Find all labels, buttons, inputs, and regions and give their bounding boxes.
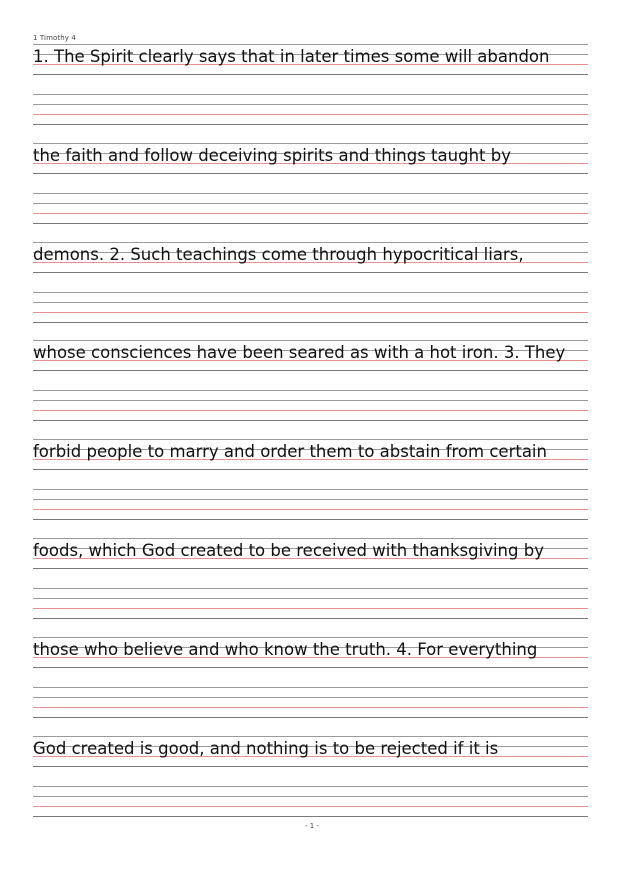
guide-line [33, 410, 588, 411]
guide-line [33, 489, 588, 490]
guide-line [33, 786, 588, 787]
guide-line [33, 322, 588, 323]
guide-line [33, 717, 588, 718]
guide-line [33, 242, 588, 243]
verse-text-line: forbid people to marry and order them to abstain from certain [33, 442, 547, 462]
guide-line [33, 203, 588, 204]
guide-line [33, 114, 588, 115]
guide-line [33, 173, 588, 174]
page-number: - 1 - [305, 822, 319, 830]
guide-line [33, 213, 588, 214]
guide-line [33, 143, 588, 144]
guide-line [33, 302, 588, 303]
guide-line [33, 687, 588, 688]
guide-line [33, 816, 588, 817]
verse-text-line: whose consciences have been seared as with a hot iron. 3. They [33, 343, 566, 363]
guide-line [33, 400, 588, 401]
guide-line [33, 499, 588, 500]
guide-line [33, 272, 588, 273]
guide-line [33, 193, 588, 194]
guide-line [33, 94, 588, 95]
guide-line [33, 598, 588, 599]
guide-line [33, 766, 588, 767]
guide-line [33, 44, 588, 45]
guide-line [33, 519, 588, 520]
guide-line [33, 736, 588, 737]
verse-text-line: the faith and follow deceiving spirits and things taught by [33, 145, 511, 165]
guide-line [33, 124, 588, 125]
guide-line [33, 74, 588, 75]
guide-line [33, 370, 588, 371]
guide-line [33, 697, 588, 698]
guide-line [33, 104, 588, 105]
guide-line [33, 439, 588, 440]
guide-line [33, 806, 588, 807]
guide-line [33, 509, 588, 510]
guide-line [33, 618, 588, 619]
guide-line [33, 292, 588, 293]
guide-line [33, 608, 588, 609]
guide-line [33, 390, 588, 391]
guide-line [33, 588, 588, 589]
guide-line [33, 340, 588, 341]
guide-line [33, 312, 588, 313]
guide-line [33, 538, 588, 539]
guide-line [33, 796, 588, 797]
guide-line [33, 469, 588, 470]
guide-line [33, 568, 588, 569]
verse-text-line: 1. The Spirit clearly says that in later times some will abandon [33, 47, 550, 66]
page-header: 1 Timothy 4 [33, 34, 76, 42]
verse-text-line: demons. 2. Such teachings come through hypocritical liars, [33, 244, 524, 264]
verse-text-line: foods, which God created to be received with thanksgiving by [33, 541, 544, 560]
guide-line [33, 637, 588, 638]
guide-line [33, 667, 588, 668]
guide-line [33, 420, 588, 421]
guide-line [33, 223, 588, 224]
verse-text-line: those who believe and who know the truth. 4. For everything [33, 639, 538, 659]
verse-text-line: God created is good, and nothing is to be rejected if it is [33, 738, 499, 758]
guide-line [33, 707, 588, 708]
